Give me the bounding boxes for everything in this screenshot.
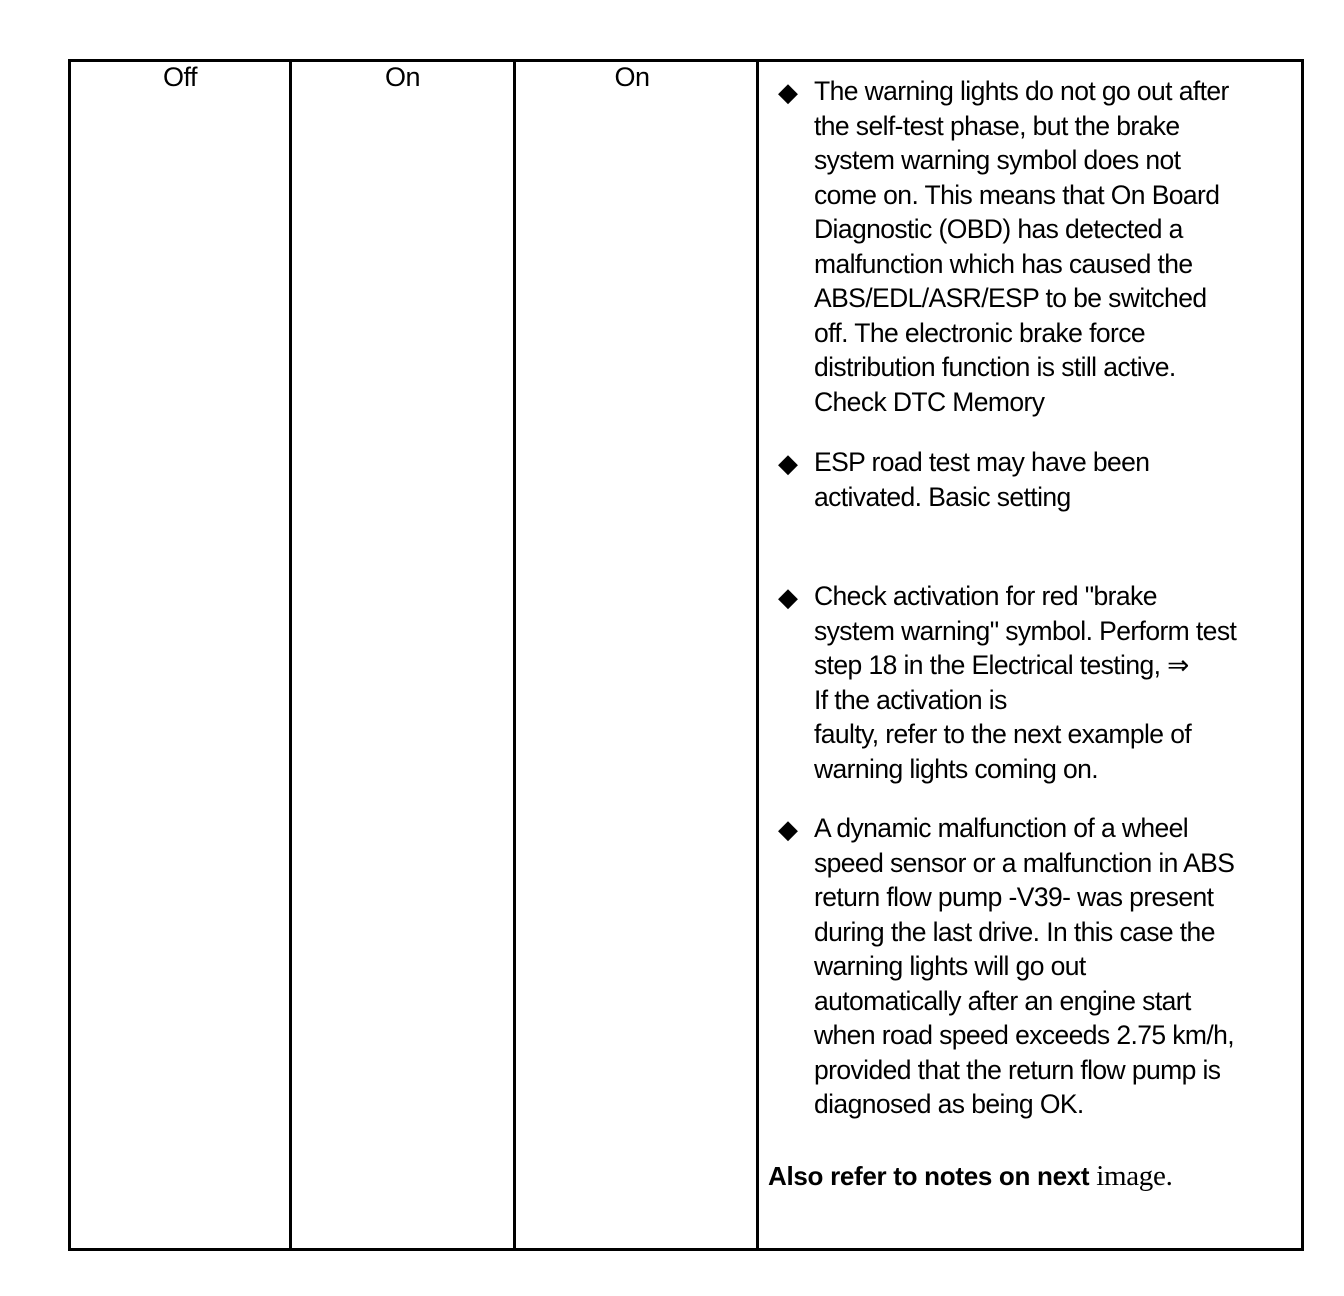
diamond-bullet-icon: ◆ [778, 582, 798, 612]
note-text: The warning lights do not go out after the self-test phase, but the brake system warning symbol does not come on. This means that On Board Diagnostic (OBD) has detected a malfunction which has caused the ABS/EDL/ASR/ESP to be switched off. The electronic brake force distribution function is still active. Check DTC Memory [814, 76, 1229, 417]
note-item [778, 445, 1298, 514]
column-divider-3 [756, 59, 759, 1251]
column-divider-2 [513, 59, 516, 1251]
diamond-bullet-icon: ◆ [778, 814, 798, 844]
footer-note-bold: Also refer to notes on next [768, 1161, 1090, 1191]
note-item [778, 811, 1298, 1122]
footer-note-tail: image. [1096, 1160, 1173, 1192]
column-divider-1 [289, 59, 292, 1251]
note-text: A dynamic malfunction of a wheel speed sensor or a malfunction in ABS return flow pump -V39- was present during the last drive. In this case the warning lights will go out automatically after an engine start when road speed exceeds 2.75 km/h, provided that the return flow pump is diagnosed as being OK. [814, 813, 1235, 1119]
status-cell-column-3: On [614, 62, 650, 92]
status-cell-column-2: On [384, 62, 421, 92]
diamond-bullet-icon: ◆ [778, 448, 798, 478]
notes-cell [762, 62, 1302, 1248]
note-text: Check activation for red "brake system warning" symbol. Perform test step 18 in the Electrical testing, ⇒ If the activation is faulty, refer to the next example of warning lights coming on. [814, 581, 1237, 784]
diamond-bullet-icon: ◆ [778, 77, 798, 107]
status-cell-column-1: Off [162, 62, 198, 92]
footer-note [768, 1160, 1173, 1193]
note-text: ESP road test may have been activated. Basic setting [814, 447, 1150, 512]
note-item [778, 74, 1298, 419]
note-item [778, 579, 1298, 786]
